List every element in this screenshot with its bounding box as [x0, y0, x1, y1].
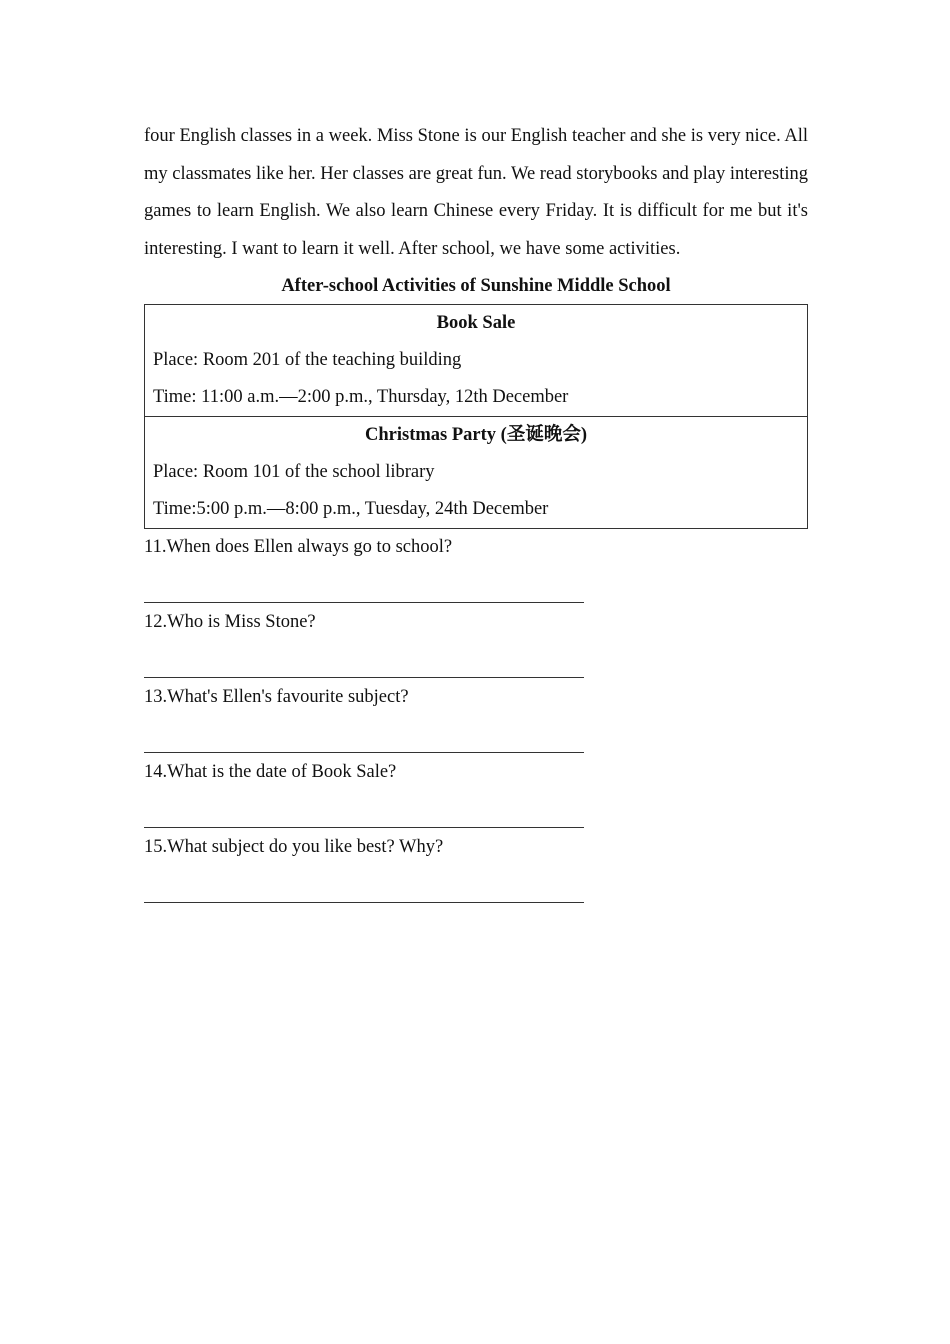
- question-12: 12.Who is Miss Stone?: [144, 612, 316, 632]
- activity-name: Book Sale: [436, 313, 516, 333]
- answer-line-11[interactable]: [144, 566, 584, 603]
- table-title: After-school Activities of Sunshine Middle School: [281, 276, 671, 296]
- activity-time: Time:5:00 p.m.—8:00 p.m., Tuesday, 24th December: [153, 499, 549, 519]
- answer-line-12[interactable]: [144, 641, 584, 678]
- activity-place: Place: Room 201 of the teaching building: [153, 350, 462, 370]
- activity-place: Place: Room 101 of the school library: [153, 462, 435, 482]
- question-15: 15.What subject do you like best? Why?: [144, 837, 444, 857]
- activity-book-sale: [145, 305, 807, 417]
- reading-passage: four English classes in a week. Miss Stone is our English teacher and she is very nice. All my classmates like her. Her classes are great fun. We read storybooks and play interesting games to learn English. We also learn Chinese every Friday. It is difficult for me but it's interesting. I want to learn it well. After school, we have some activities.: [144, 126, 808, 259]
- question-13: 13.What's Ellen's favourite subject?: [144, 687, 409, 707]
- worksheet-page: [144, 118, 808, 904]
- question-list: [144, 529, 808, 903]
- answer-line-14[interactable]: [144, 791, 584, 828]
- activities-table: [144, 304, 808, 529]
- activity-time: Time: 11:00 a.m.—2:00 p.m., Thursday, 12th December: [153, 387, 569, 407]
- activity-name: Christmas Party (圣诞晚会): [365, 425, 587, 445]
- question-11: 11.When does Ellen always go to school?: [144, 537, 453, 557]
- question-14: 14.What is the date of Book Sale?: [144, 762, 397, 782]
- answer-line-15[interactable]: [144, 866, 584, 903]
- activity-christmas-party: [145, 417, 807, 528]
- answer-line-13[interactable]: [144, 716, 584, 753]
